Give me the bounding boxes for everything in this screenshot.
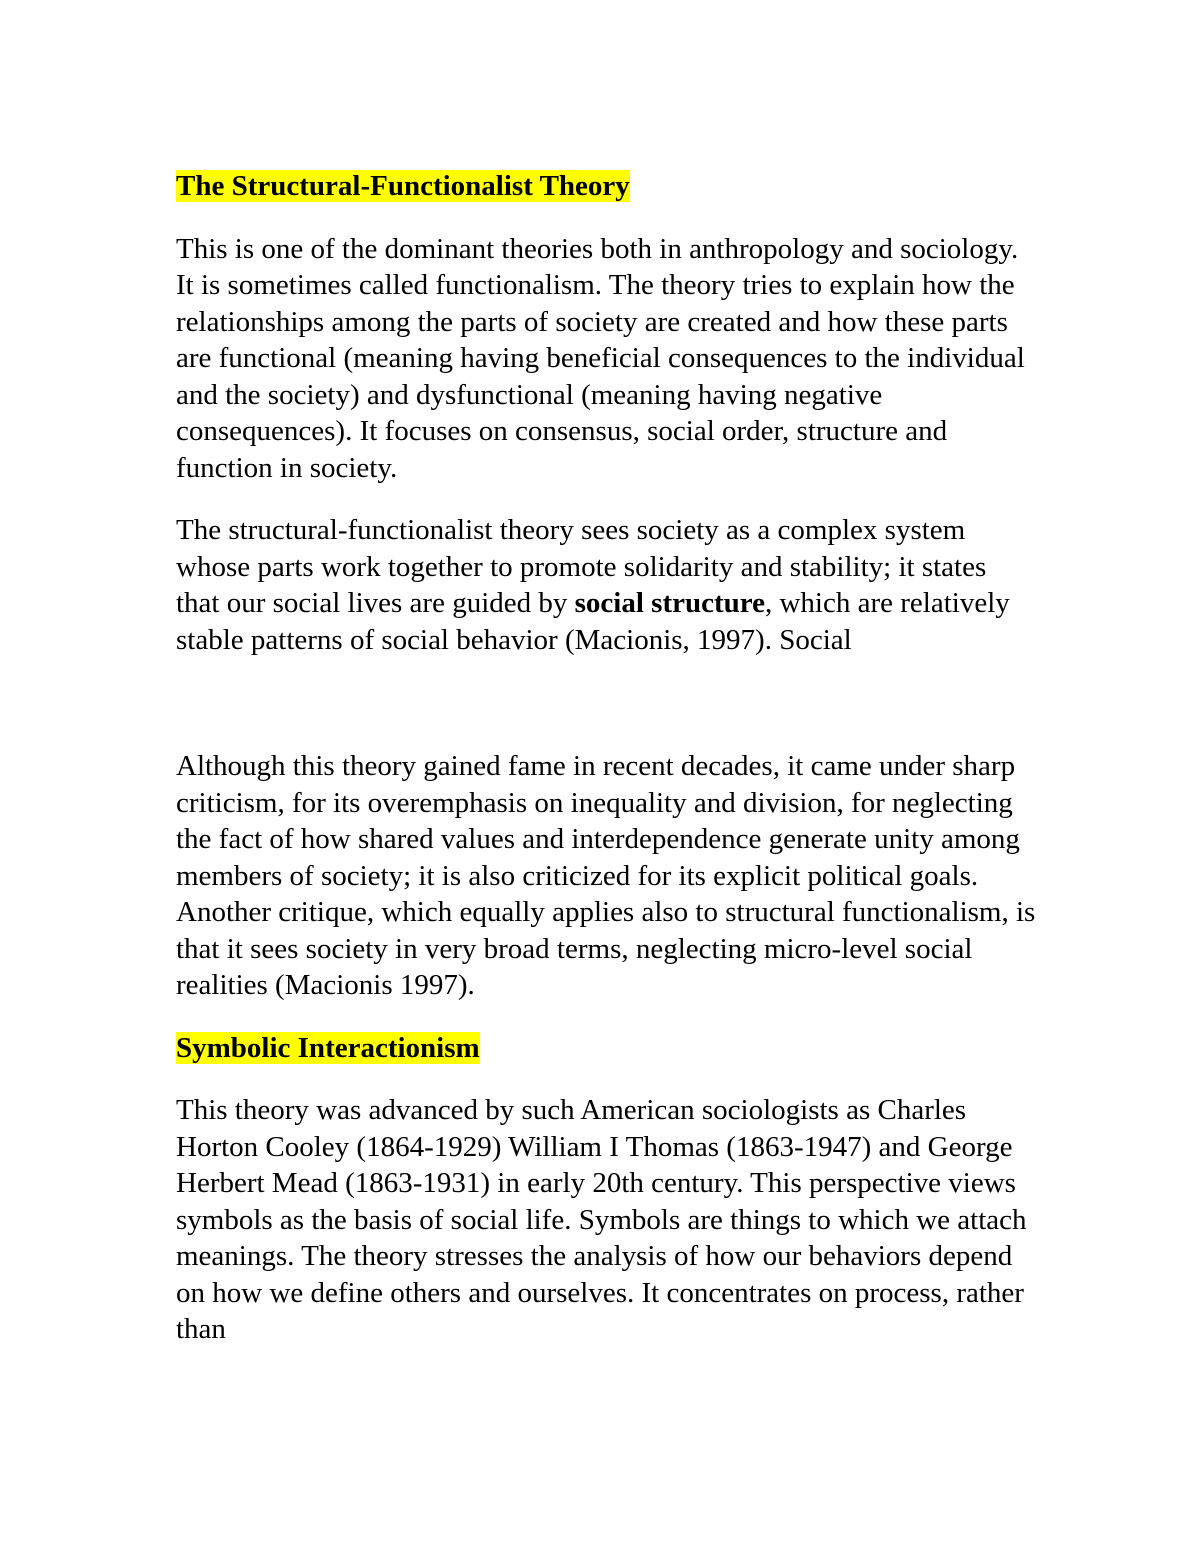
highlighted-heading-text: Symbolic Interactionism [176,1031,480,1064]
highlighted-heading-text: The Structural-Functionalist Theory [176,170,630,202]
paragraph-functionalism-intro: This is one of the dominant theories both in anthropology and sociology. It is sometimes called functionalism. The theory tries to explain how the relationships among the parts of society are created and how these parts are functional (meaning having beneficial consequences to the individual and the society) and dysfunctional (meaning having negative consequences). It focuses on consensus, social order, structure and function in society. [176,232,1025,484]
bold-term-social-structure: social structure [574,587,765,619]
section-heading-structural-functionalist [176,168,1036,205]
paragraph-text-end: , which are relatively stable patterns of social behavior (Macionis, 1997). Social [176,587,1010,656]
paragraph-social-structure [176,512,1036,658]
paragraph-text-start: The structural-functionalist theory sees society as a complex system whose parts work together to promote solidarity and stability; it states that our social lives are guided by [176,514,987,619]
document-body [176,168,1036,1348]
section-heading-symbolic-interactionism [176,1030,1036,1067]
paragraph-symbolic-interactionism: This theory was advanced by such American sociologists as Charles Horton Cooley (1864-1929) William I Thomas (1863-1947) and George Herbert Mead (1863-1931) in early 20th century. This perspective views symbols as the basis of social life. Symbols are things to which we attach meanings. The theory stresses the analysis of how our behaviors depend on how we define others and ourselves. It concentrates on process, rather than [176,1094,1027,1345]
paragraph-criticism: Although this theory gained fame in recent decades, it came under sharp criticism, for its overemphasis on inequality and division, for neglecting the fact of how shared values and interdependence generate unity among members of society; it is also criticized for its explicit political goals. Another critique, which equally applies also to structural functionalism, is that it sees society in very broad terms, neglecting micro-level social realities (Macionis 1997). [176,750,1036,1001]
